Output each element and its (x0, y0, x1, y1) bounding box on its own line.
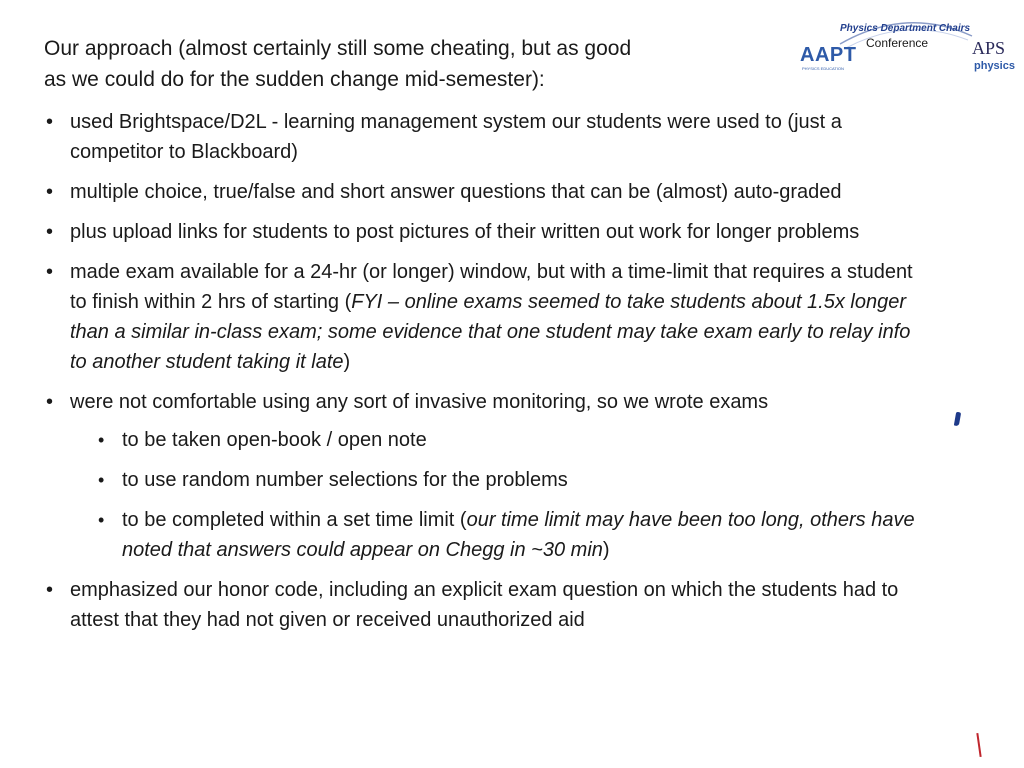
sub-bullet-text: to use random number selections for the problems (122, 469, 568, 491)
bullet-item (44, 257, 924, 377)
pdc-subtitle: Conference (866, 36, 929, 50)
sub-bullet-text-close: ) (602, 539, 610, 561)
bullet-text: made exam available for a 24-hr (or longer) window, but with a time-limit that requires a student to finish within 2 hrs of starting ( (70, 261, 913, 313)
bullet-text: emphasized our honor code, including an explicit exam question on which the students had to attest that they had not given or received unauthorized aid (70, 579, 899, 631)
bullet-item (44, 217, 924, 247)
sub-bullet-item (96, 505, 924, 565)
aps-logo: APS (972, 38, 1006, 58)
sub-bullet-text: to be completed within a set time limit ( (122, 509, 467, 531)
pen-mark-red (976, 733, 981, 757)
bullet-item (44, 387, 924, 565)
pen-mark-blue (954, 412, 961, 427)
sub-bullet-item (96, 465, 924, 495)
slide-heading (44, 33, 784, 95)
bullet-list (44, 107, 924, 645)
bullet-italic-note: FYI – online exams seemed to take students about 1.5x longer than a similar in-class exam; some evidence that one student may take exam early to relay info to another student taking it late (70, 291, 911, 373)
bullet-item (44, 575, 924, 635)
aapt-logo: AAPT (800, 44, 857, 66)
bullet-text-close: ) (343, 351, 351, 373)
bullet-text: multiple choice, true/false and short answer questions that can be (almost) auto-graded (70, 181, 842, 203)
bullet-item (44, 177, 924, 207)
bullet-text: used Brightspace/D2L - learning management system our students were used to (just a competitor to Blackboard) (70, 111, 842, 163)
sub-bullet-text: to be taken open-book / open note (122, 429, 427, 451)
pdc-title: Physics Department Chairs (840, 23, 971, 34)
bullet-item (44, 107, 924, 167)
conference-logos (796, 8, 1018, 80)
heading-line-1: Our approach (almost certainly still some cheating, but as good (44, 37, 632, 60)
sub-bullet-italic-note: our time limit may have been too long, others have noted that answers could appear on Chegg in ~30 min (122, 509, 915, 561)
sub-bullet-item (96, 425, 924, 455)
heading-line-2: as we could do for the sudden change mid-semester): (44, 68, 545, 91)
bullet-text: plus upload links for students to post pictures of their written out work for longer problems (70, 221, 860, 243)
aps-physics-label: physics (974, 60, 1015, 72)
aapt-tagline: PHYSICS EDUCATION (802, 66, 844, 71)
sub-bullet-list (70, 425, 924, 565)
bullet-text: were not comfortable using any sort of invasive monitoring, so we wrote exams (70, 391, 769, 413)
